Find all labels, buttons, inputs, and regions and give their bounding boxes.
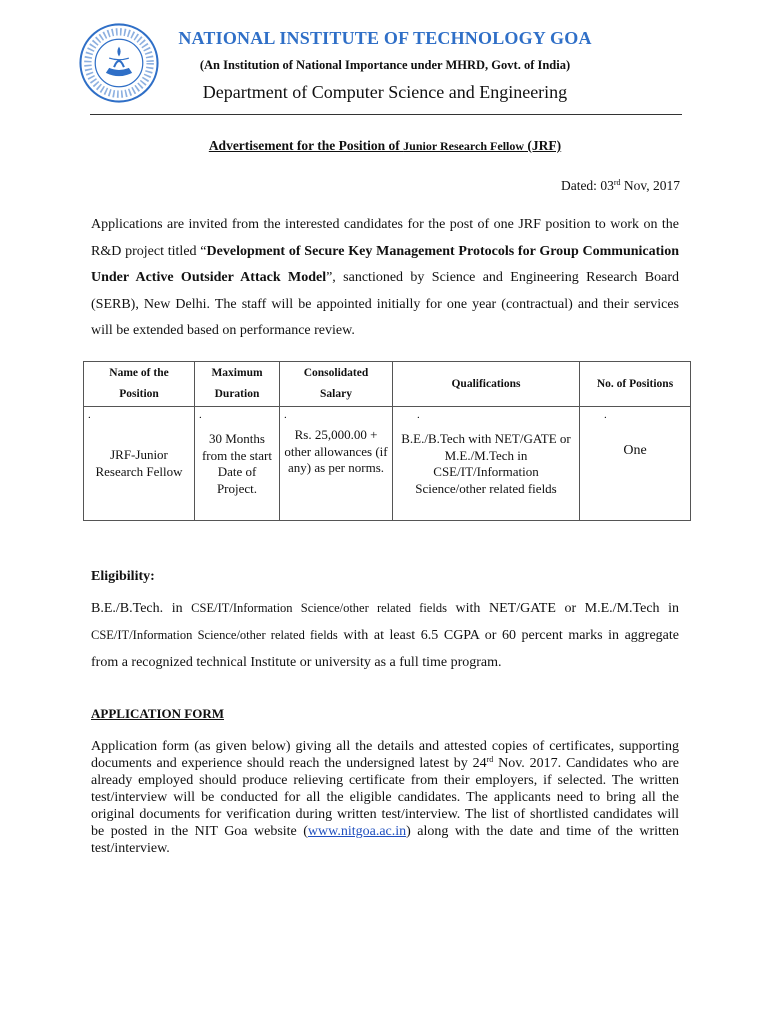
header-divider — [90, 114, 682, 115]
application-paragraph: Application form (as given below) giving all the details and attested copies of certificates, supporting documents and experience should reach the undersigned latest by 24rd Nov. 2017. Candidates who are already employed should produce relieving certificate from their employers, if selected. The written test/interview will be conducted for all the eligible candidates. The applicants need to bring all the original documents for verification during written test/interview. The list of shortlisted candidates will be posted in the NIT Goa website (www.nitgoa.ac.in) along with the date and time of the written test/interview. — [91, 739, 679, 856]
cell-qualifications: . B.E./B.Tech with NET/GATE or M.E./M.Tech in CSE/IT/Information Science/other related fields — [393, 407, 580, 521]
advertisement-title: Advertisement for the Position of Junior Research Fellow (JRF) — [208, 138, 562, 153]
header-salary: Consolidated Salary — [280, 362, 393, 407]
cell-duration: . 30 Months from the start Date of Project. — [195, 407, 280, 521]
date-line: Dated: 03rd Nov, 2017 — [560, 178, 680, 193]
cell-salary: . Rs. 25,000.00 + other allowances (if any) as per norms. — [280, 407, 393, 521]
website-link[interactable]: www.nitgoa.ac.in — [307, 824, 407, 839]
institute-name: NATIONAL INSTITUTE OF TECHNOLOGY GOA — [178, 28, 592, 48]
institute-subtitle: (An Institution of National Importance under MHRD, Govt. of India) — [199, 58, 571, 72]
positions-table — [83, 361, 691, 521]
cell-positions: . One — [580, 407, 691, 521]
eligibility-heading: Eligibility: — [91, 569, 155, 584]
intro-paragraph: Applications are invited from the interested candidates for the post of one JRF position to work on the R&D project titled “Development of Secure Key Management Protocols for Group Communication Under Active Outsider Attack Model”, sanctioned by Science and Engineering Research Board (SERB), New Delhi. The staff will be appointed initially for one year (contractual) and their services will be extended based on performance review. — [91, 217, 679, 338]
header-name: Name of the Position — [84, 362, 195, 407]
header-positions: No. of Positions — [580, 362, 691, 407]
table-row — [84, 407, 691, 521]
cell-name: . JRF-Junior Research Fellow — [84, 407, 195, 521]
application-form-heading: APPLICATION FORM — [91, 706, 225, 721]
header-duration: Maximum Duration — [195, 362, 280, 407]
eligibility-paragraph: B.E./B.Tech. in CSE/IT/Information Science/other related fields with NET/GATE or M.E./M.Tech in CSE/IT/Information Science/other related fields with at least 6.5 CGPA or 60 percent marks in aggregate from a recognized technical Institute or university as a full time program. — [91, 601, 679, 670]
department-name: Department of Computer Science and Engineering — [202, 82, 568, 102]
project-title: Development of Secure Key Management Protocols for Group Communication Under Active Outsider Attack Model — [91, 243, 679, 285]
table-header-row — [84, 362, 691, 407]
nit-goa-logo-icon — [78, 22, 160, 104]
header-qualifications: Qualifications — [393, 362, 580, 407]
